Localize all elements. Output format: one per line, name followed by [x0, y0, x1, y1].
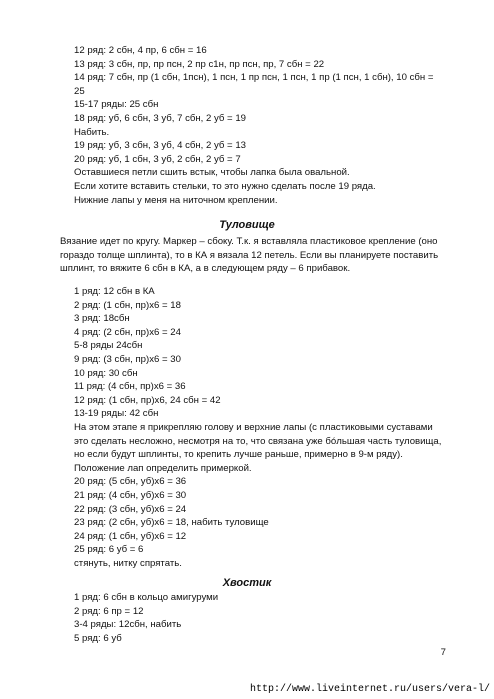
tail-rows — [74, 591, 454, 645]
text-line: 1 ряд: 6 сбн в кольцо амигуруми — [74, 592, 219, 603]
text-line: 12 ряд: (1 сбн, пр)х6, 24 сбн = 42 — [74, 394, 221, 406]
text-line: 1 ряд: 12 сбн в КА — [74, 286, 155, 297]
text-line: 3-4 ряды: 12сбн, набить — [74, 619, 182, 631]
text-line: 25 — [74, 85, 85, 97]
text-line: Оставшиеся петли сшить встык, чтобы лапка была овальной. — [74, 167, 350, 179]
text-line: 22 ряд: (3 сбн, уб)х6 = 24 — [74, 503, 187, 515]
text-line: Если хотите вставить стельки, то это нужно сделать после 19 ряда. — [74, 180, 376, 192]
footer-url[interactable]: http://www.liveinternet.ru/users/vera-l/ — [249, 684, 490, 695]
text-line: 20 ряд: уб, 1 сбн, 3 уб, 2 сбн, 2 уб = 7 — [74, 153, 241, 165]
text-line: 15-17 ряды: 25 сбн — [74, 99, 159, 111]
text-line: 21 ряд: (4 сбн, уб)х6 = 30 — [74, 489, 187, 501]
text-line: 19 ряд: уб, 3 сбн, 3 уб, 4 сбн, 2 уб = 13 — [74, 140, 246, 152]
text-line: 11 ряд: (4 сбн, пр)х6 = 36 — [74, 381, 186, 393]
text-line: 12 ряд: 2 сбн, 4 пр, 6 сбн = 16 — [74, 45, 207, 56]
torso-intro: Вязание идет по кругу. Маркер – сбоку. Т.к. я вставляла пластиковое крепление (оно гораздо толще шплинта), то в КА я вязала 12 петель. Если вы планируете поставить шплинт, то вяжите 6 сбн в КА, а в следующем ряду – 6 прибавок. — [60, 236, 439, 275]
text-line: 25 ряд: 6 уб = 6 — [74, 544, 144, 556]
text-line: 13-19 ряды: 42 сбн — [74, 408, 159, 420]
text-line: 2 ряд: (1 сбн, пр)х6 = 18 — [74, 299, 181, 311]
text-line: 13 ряд: 3 сбн, пр, пр псн, 2 пр с1н, пр псн, пр, 7 сбн = 22 — [74, 58, 325, 70]
text-line: 24 ряд: (1 сбн, уб)х6 = 12 — [74, 530, 187, 542]
section-heading-torso: Туловище — [219, 219, 275, 231]
top-rows — [74, 44, 454, 207]
text-line: 5-8 ряды 24сбн — [74, 340, 143, 352]
text-line: 3 ряд: 18сбн — [74, 313, 130, 325]
text-line: 5 ряд: 6 уб — [74, 632, 122, 644]
text-line: 10 ряд: 30 сбн — [74, 367, 138, 379]
section-heading-tail: Хвостик — [222, 577, 272, 589]
torso-note: На этом этапе я прикрепляю голову и верхние лапы (с пластиковыми суставами это сделать несложно, несмотря на то, что связана уже бóльшая часть туловища, но если будут шплинты, то крепить лучше раньше, примерно в 9-м ряду). Положение лап определить примеркой. — [74, 421, 442, 474]
text-line: 4 ряд: (2 сбн, пр)х6 = 24 — [74, 326, 181, 338]
page-number: 7 — [440, 647, 446, 658]
torso-rows-a — [74, 285, 454, 570]
text-line: 23 ряд: (2 сбн, уб)х6 = 18, набить туловище — [74, 517, 269, 529]
text-line: стянуть, нитку спрятать. — [74, 557, 182, 569]
text-line: Нижние лапы у меня на ниточном креплении. — [74, 194, 278, 206]
text-line: 2 ряд: 6 пр = 12 — [74, 605, 144, 617]
text-line: 20 ряд: (5 сбн, уб)х6 = 36 — [74, 476, 187, 488]
text-line: 14 ряд: 7 сбн, пр (1 сбн, 1псн), 1 псн, 1 пр псн, 1 псн, 1 пр (1 псн, 1 сбн), 10 сбн = — [74, 72, 434, 84]
text-line: 18 ряд: уб, 6 сбн, 3 уб, 7 сбн, 2 уб = 19 — [74, 112, 246, 124]
text-line: Набить. — [74, 126, 110, 138]
text-line: 9 ряд: (3 сбн, пр)х6 = 30 — [74, 353, 181, 365]
